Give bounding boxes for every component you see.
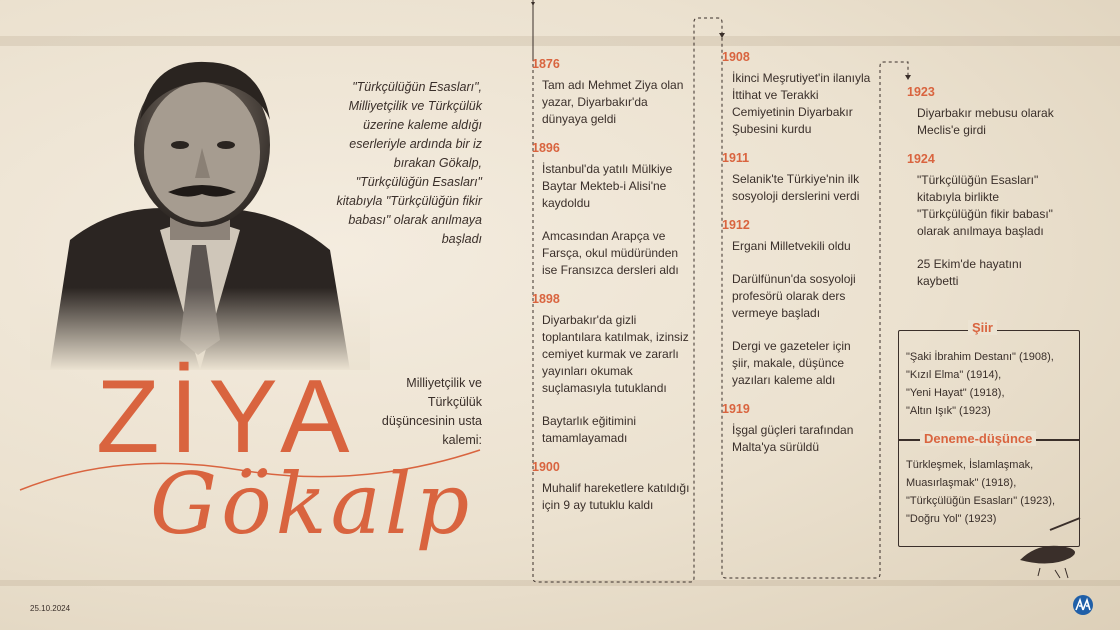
work-item: "Şaki İbrahim Destanı" (1908), [906, 351, 1054, 363]
entry-year: 1876 [532, 57, 560, 71]
entry-text: Selanik'te Türkiye'nin ilk sosyoloji derslerini verdi [732, 172, 860, 203]
entry-year: 1898 [532, 292, 560, 306]
work-item: "Doğru Yol" (1923) [906, 513, 997, 525]
entry-text: Dergi ve gazeteler için şiir, makale, düşünce yazıları kaleme aldı [732, 339, 851, 387]
poetry-list [906, 348, 1054, 420]
timeline-entry [722, 150, 872, 205]
timeline-entry [532, 459, 692, 514]
portrait-photo [30, 40, 370, 370]
entry-text: Darülfünun'da sosyoloji profesörü olarak ders vermeye başladı [732, 272, 856, 320]
work-item: "Yeni Hayat" (1918), [906, 387, 1005, 399]
timeline-entry [722, 217, 872, 389]
timeline-entry [907, 84, 1057, 139]
entry-year: 1919 [722, 402, 750, 416]
timeline-entry [532, 291, 692, 447]
entry-year: 1900 [532, 460, 560, 474]
timeline-entry [532, 56, 692, 128]
work-item: Türkleşmek, İslamlaşmak, [906, 459, 1034, 471]
aa-logo-icon [1072, 594, 1094, 616]
timeline-column-2 [722, 49, 872, 468]
work-item: "Kızıl Elma" (1914), [906, 369, 1002, 381]
pen-ink-icon [1010, 510, 1090, 580]
work-item: "Türkçülüğün Esasları" (1923), [906, 495, 1056, 507]
work-item: "Altın Işık" (1923) [906, 405, 991, 417]
timeline-entry [907, 151, 1057, 290]
entry-text: Diyarbakır mebusu olarak Meclis'e girdi [917, 106, 1054, 137]
entry-year: 1908 [722, 50, 750, 64]
entry-text: Tam adı Mehmet Ziya olan yazar, Diyarbakır'da dünyaya geldi [542, 78, 684, 126]
entry-year: 1924 [907, 152, 935, 166]
entry-text: Muhalif hareketlere katıldığı için 9 ay tutuklu kaldı [542, 481, 690, 512]
timeline-entry [722, 401, 872, 456]
timeline-entry [532, 140, 692, 279]
timeline-column-3 [907, 84, 1057, 302]
paper-fold [0, 580, 1120, 586]
subtitle: Milliyetçilik ve Türkçülük düşüncesinin usta kalemi: [381, 376, 482, 447]
work-item: Muasırlaşmak" (1918), [906, 477, 1017, 489]
entry-text: İkinci Meşrutiyet'in ilanıyla İttihat ve Terakki Cemiyetinin Diyarbakır Şubesini kurdu [732, 71, 871, 136]
entry-text: Diyarbakır'da gizli toplantılara katılmak, izinsiz cemiyet kurmak ve zararlı yayınları okumak suçlamasıyla tutuklandı [542, 313, 689, 395]
name-first: ZİYA [96, 359, 360, 475]
quote-text: "Türkçülüğün Esasları", Milliyetçilik ve Türkçülük üzerine kaleme aldığı eserleriyle ardında bir iz bırakan Gökalp, "Türkçülüğün Esasları" kitabıyla "Türkçülüğün fikir babası" olarak anılmaya başladı [336, 80, 482, 246]
entry-text: Ergani Milletvekili oldu [732, 239, 851, 253]
timeline-column-1 [532, 56, 692, 526]
entry-year: 1896 [532, 141, 560, 155]
entry-text: "Türkçülüğün Esasları" kitabıyla birlikte "Türkçülüğün fikir babası" olarak anılmaya başladı [917, 173, 1053, 238]
entry-text: 25 Ekim'de hayatını kaybetti [917, 257, 1023, 288]
entry-text: İşgal güçleri tarafından Malta'ya sürüldü [732, 423, 854, 454]
name-last: Gökalp [150, 455, 474, 553]
entry-year: 1912 [722, 218, 750, 232]
timeline-entry [722, 49, 872, 138]
publish-date: 25.10.2024 [30, 604, 71, 613]
entry-year: 1911 [722, 151, 750, 165]
entry-text: İstanbul'da yatılı Mülkiye Baytar Mekteb-i Alisi'ne kaydoldu [542, 162, 673, 210]
entry-year: 1923 [907, 85, 935, 99]
essay-heading: Deneme-düşünce [920, 431, 1036, 446]
entry-text: Amcasından Arapça ve Farsça, okul müdüründen ise Fransızca dersleri aldı [542, 229, 679, 277]
entry-text: Baytarlık eğitimini tamamlayamadı [542, 414, 637, 445]
poetry-heading: Şiir [968, 320, 997, 335]
